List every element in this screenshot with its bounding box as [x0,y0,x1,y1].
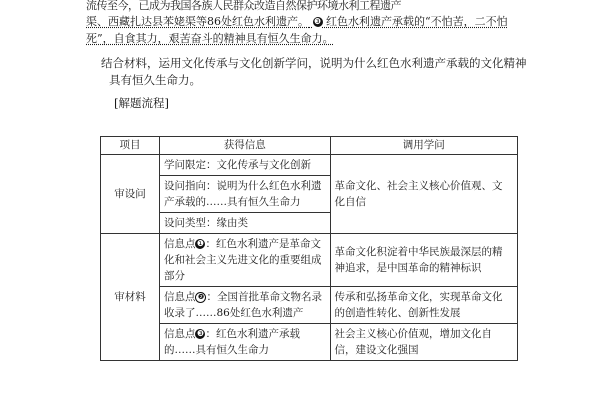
header-knowledge: 调用学问 [330,137,517,155]
table-header-row [101,137,518,155]
info-point-prefix: 信息点 [163,238,196,250]
question-line-2: 具有恒久生命力。 [109,73,201,87]
info-cell: 设问类型：缘由类 [159,213,330,234]
info-marker-1: ❶ [196,239,205,248]
knowledge-cell: 革命文化积淀着中华民族最深层的精神追求，是中国革命的精神标识 [330,234,517,287]
info-point-text: ：全国首批革命文物名录收录了……86处红色水利遗产 [163,291,322,319]
info-marker-3: ❸ [196,329,205,338]
table-row [101,324,518,361]
header-item: 项目 [101,137,160,155]
material-line-1 [86,0,526,13]
material-line-2-text: 渠、西藏扎达县苯姥渠等86处红色水利遗产。 [86,15,309,28]
knowledge-cell: 传承和弘扬革命文化，实现革命文化的创造性转化、创新性发展 [330,287,517,324]
material-line-3 [86,31,526,46]
info-point-text: ：红色水利遗产是革命文化和社会主义先进文化的重要组成部分 [163,238,322,282]
material-line-3-text: 死”，自食其力，艰苦奋斗的精神具有恒久生命力。 [86,32,334,45]
material-line-1-text: 流传至今，已成为我国各族人民群众改造自然保护环境水利工程遗产 [86,0,401,12]
material-line-2 [86,14,526,29]
info-cell: 学问限定：文化传承与文化创新 [159,155,330,176]
question-text [101,55,531,89]
material-line-2-tail: 红色水利遗产承载的“不怕苦，二不怕 [326,15,508,28]
info-point-prefix: 信息点 [163,328,196,340]
section-label-question: 审设问 [101,155,160,234]
info-point-prefix: 信息点 [163,291,196,303]
section-label-material: 审材料 [101,234,160,361]
analysis-table [100,136,518,361]
knowledge-cell: 革命文化、社会主义核心价值观、文化自信 [330,155,517,234]
knowledge-cell: 社会主义核心价值观，增加文化自信，建设文化强国 [330,324,517,361]
table-row [101,234,518,287]
table-row [101,287,518,324]
info-point-text: ：红色水利遗产承载的……具有恒久生命力 [163,328,300,356]
table-row [101,155,518,176]
solution-process-label: [解题流程] [114,96,169,110]
info-cell [159,324,330,361]
info-cell [159,287,330,324]
info-marker-3: ❸ [313,17,322,26]
question-line-1: 结合材料，运用文化传承与文化创新学问，说明为什么红色水利遗产承载的文化精神 [101,56,527,70]
info-marker-2: ❷ [195,292,206,303]
info-cell: 设问指向：说明为什么红色水利遗产承载的……具有恒久生命力 [159,176,330,213]
info-cell [159,234,330,287]
header-info: 获得信息 [159,137,330,155]
